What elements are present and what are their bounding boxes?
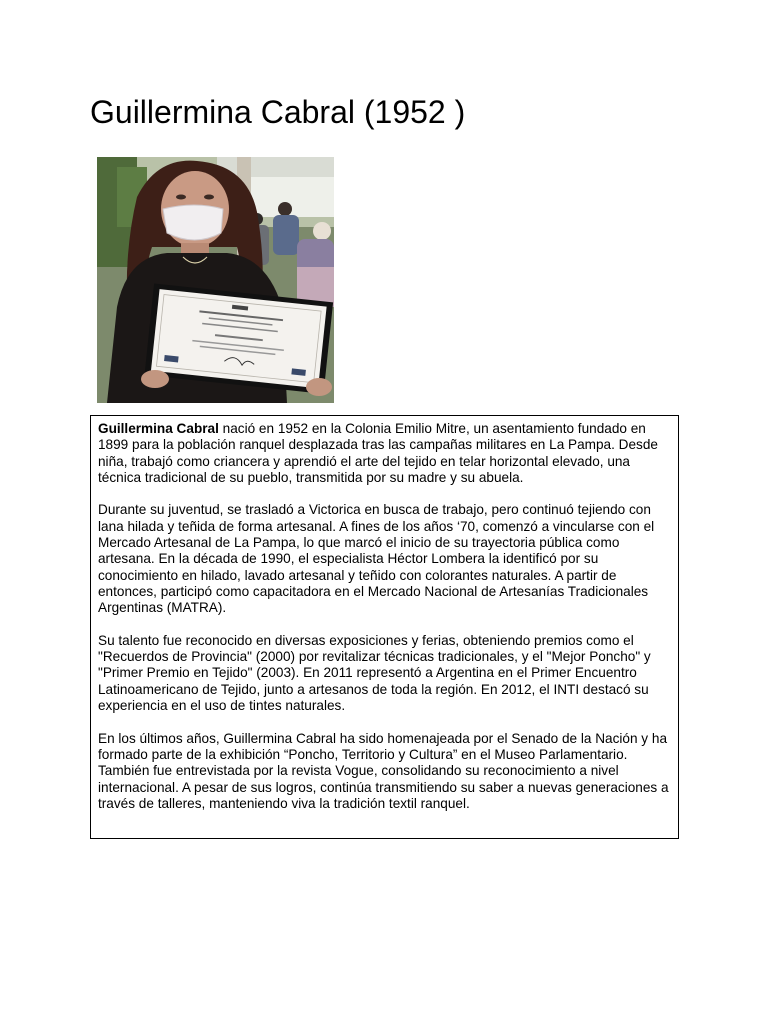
bio-paragraph-3: Su talento fue reconocido en diversas exposiciones y ferias, obteniendo premios como el "Recuerdos de Provincia" (2000) por revitalizar técnicas tradicionales, y el "Mejor Poncho" y "Primer Premio en Tejido" (2003). En 2011 representó a Argentina en el Primer Encuentro Latinoamericano de Tejido, junto a artesanos de toda la región. En 2012, el INTI destacó su experiencia en el uso de tintes naturales. (98, 632, 651, 714)
biography-box (90, 415, 679, 839)
portrait-photo (97, 157, 334, 403)
bio-name: Guillermina Cabral (98, 421, 219, 436)
bio-paragraph-2: Durante su juventud, se trasladó a Victorica en busca de trabajo, pero continuó tejiendo con lana hilada y teñida de forma artesanal. A fines de los años ‘70, comenzó a vincularse con el Mercado Artesanal de La Pampa, lo que marcó el inicio de su trayectoria pública como artesana. En la década de 1990, el especialista Héctor Lombera la identificó por su conocimiento en hilado, lavado artesanal y teñido con colorantes naturales. A partir de entonces, participó como capacitadora en el Mercado Nacional de Artesanías Tradicionales Argentinas (MATRA). (98, 502, 655, 616)
bio-paragraph-1 (98, 421, 671, 486)
bio-paragraph-4: En los últimos años, Guillermina Cabral ha sido homenajeada por el Senado de la Nación y ha formado parte de la exhibición “Poncho, Territorio y Cultura” en el Museo Parlamentario. También fue entrevistada por la revista Vogue, consolidando su reconocimiento a nivel internacional. A pesar de sus logros, continúa transmitiendo su saber a nuevas generaciones a través de talleres, manteniendo viva la tradición textil ranquel. (98, 730, 669, 811)
bio-paragraph-1-text: nació en 1952 en la Colonia Emilio Mitre, un asentamiento fundado en 1899 para la población ranquel desplazada tras las campañas militares en La Pampa. Desde niña, trabajó como criancera y aprendió el arte del tejido en telar horizontal elevado, una técnica tradicional de su pueblo, transmitida por su madre y su abuela. (98, 421, 658, 485)
portrait-illustration (97, 157, 334, 403)
page-title: Guillermina Cabral (1952 ) (90, 94, 466, 130)
